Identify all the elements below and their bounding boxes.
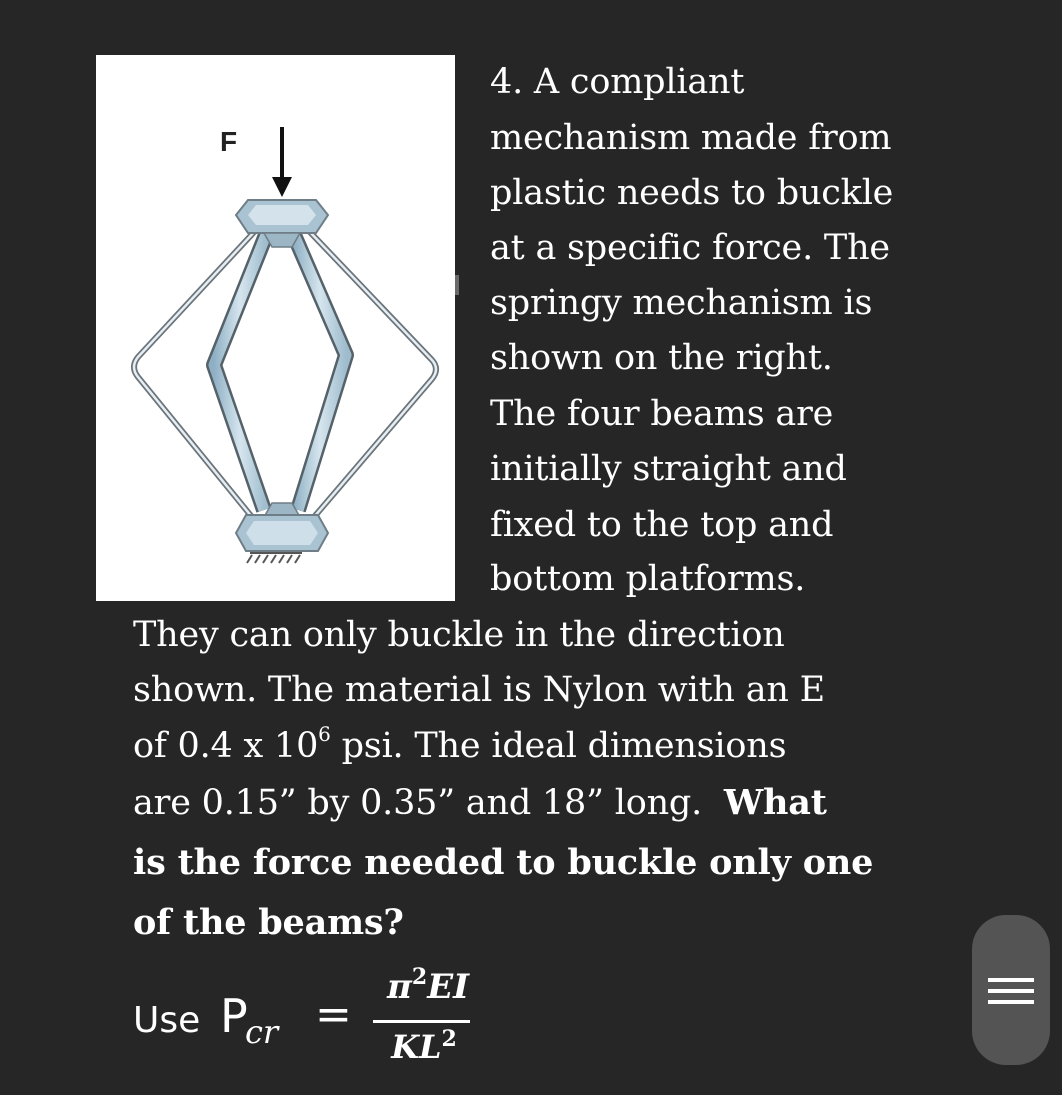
buckling-formula [133, 965, 553, 1075]
question-bold-line-2: of the beams? [133, 902, 404, 943]
body-line-3 [133, 722, 787, 770]
question-line-5: springy mechanism is [490, 283, 873, 323]
body-line-4-text: are 0.15” by 0.35” and 18” long. [133, 783, 724, 823]
body-line-3-suffix: psi. The ideal dimensions [330, 726, 787, 766]
formula-numerator-rest: EI [427, 967, 470, 1007]
question-line-1: 4. A compliant [490, 62, 745, 102]
exponent: 6 [318, 722, 331, 746]
body-line-3-prefix: of 0.4 x 10 [133, 726, 319, 766]
question-line-6: shown on the right. [490, 338, 833, 378]
formula-p-subscript: cr [245, 1013, 279, 1051]
formula-denominator-base: KL [391, 1028, 442, 1066]
formula-numerator [383, 964, 473, 1011]
compliant-mechanism-diagram [96, 55, 455, 601]
formula-equals: = [315, 989, 352, 1040]
force-arrow-icon [272, 127, 292, 197]
body-line-1: They can only buckle in the direction [133, 615, 785, 655]
body-line-4-bold: What [723, 782, 827, 823]
body-line-4 [133, 783, 827, 823]
question-line-10: bottom platforms. [490, 559, 806, 599]
fraction-bar [373, 1020, 470, 1023]
body-line-2: shown. The material is Nylon with an E [133, 670, 825, 710]
question-bold-line-1: is the force needed to buckle only one [133, 842, 874, 883]
formula-pi: π [386, 967, 412, 1007]
question-line-4: at a specific force. The [490, 228, 890, 268]
formula-denominator-exponent: 2 [441, 1026, 457, 1052]
question-line-7: The four beams are [490, 394, 834, 434]
front-beam-right [294, 235, 346, 510]
ground-hatch [247, 553, 302, 563]
question-line-2: mechanism made from [490, 118, 892, 158]
formula-p: P [220, 989, 248, 1043]
divider-mark [455, 275, 459, 295]
question-line-3: plastic needs to buckle [490, 173, 894, 213]
question-line-8: initially straight and [490, 449, 847, 489]
question-line-9: fixed to the top and [490, 505, 834, 545]
formula-use-label: Use [133, 1000, 201, 1041]
back-beams [134, 230, 436, 517]
front-beam-left [214, 235, 266, 510]
formula-numerator-exponent: 2 [411, 964, 428, 990]
mechanism-figure [96, 55, 455, 601]
force-label: F [220, 126, 238, 157]
formula-denominator [379, 1027, 469, 1071]
pause-button[interactable] [972, 915, 1050, 1065]
